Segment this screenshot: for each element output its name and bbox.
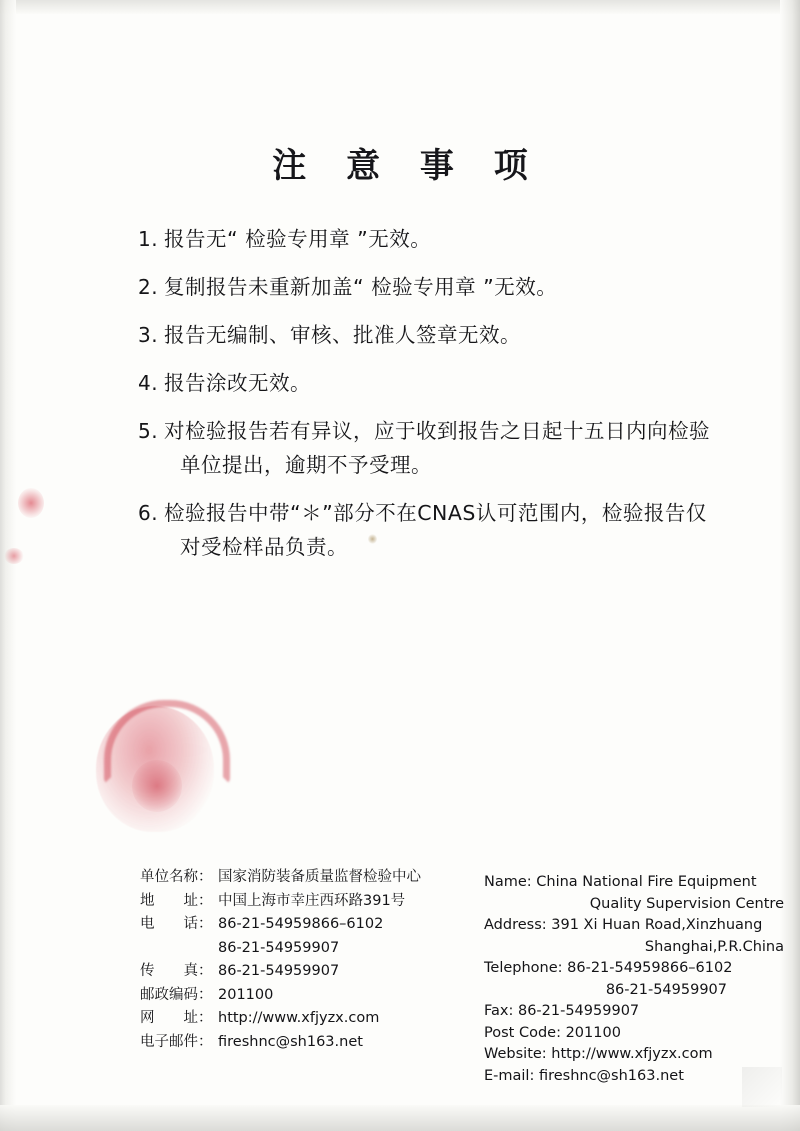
notice-text-line-1: 对检验报告若有异议，应于收到报告之日起十五日内向检验 <box>164 419 710 443</box>
footer <box>0 866 800 1084</box>
red-seal-impression-icon <box>96 706 214 832</box>
footer-row-email <box>140 1031 470 1055</box>
red-seal-arc-icon <box>104 700 230 784</box>
footer-value-telephone-2: 86-21-54959907 <box>218 939 340 956</box>
scan-edge-top <box>0 0 800 14</box>
page-title: 注 意 事 项 <box>272 146 542 186</box>
footer-row-fax <box>140 960 470 984</box>
scan-edge-bottom <box>0 1105 800 1131</box>
footer-value: fireshnc@sh163.net <box>218 1033 363 1050</box>
notice-text-line-1: 检验报告中带“＊”部分不在CNAS认可范围内，检验报告仅 <box>164 501 707 525</box>
notice-text <box>164 414 748 482</box>
footer-label: 邮政编码： <box>140 986 213 1003</box>
notice-item <box>138 222 748 256</box>
notice-item <box>138 270 748 304</box>
footer-row-website <box>140 1007 470 1031</box>
footer-label: 传 真： <box>140 963 213 979</box>
notice-item <box>138 496 748 564</box>
footer-label: 电 话： <box>140 916 213 932</box>
footer-en-name: Name: China National Fire Equipment <box>484 874 757 890</box>
notice-number: 2. <box>138 275 159 299</box>
footer-value: 中国上海市幸庄西环路391号 <box>218 892 406 909</box>
notice-text <box>164 496 748 564</box>
notice-text-line-2: 对受检样品负责。 <box>180 535 348 559</box>
footer-row-postcode <box>140 984 470 1008</box>
footer-value: 86-21-54959866–6102 <box>218 916 384 932</box>
notice-item <box>138 318 748 352</box>
notice-number: 5. <box>138 419 159 443</box>
footer-en-fax: Fax: 86-21-54959907 <box>484 1003 640 1019</box>
footer-value: 86-21-54959907 <box>218 963 340 979</box>
footer-label: 电子邮件： <box>140 1033 213 1050</box>
footer-label: 网 址： <box>140 1010 213 1026</box>
footer-contact-chinese <box>140 866 470 1054</box>
footer-row-address <box>140 890 470 914</box>
footer-en-website: Website: http://www.xfjyzx.com <box>484 1046 713 1062</box>
notice-text: 报告无“ 检验专用章 ”无效。 <box>164 227 432 251</box>
notice-number: 3. <box>138 323 159 347</box>
red-seal-core-icon <box>132 760 182 812</box>
footer-en-name-cont: Quality Supervision Centre <box>589 895 784 912</box>
notice-number: 6. <box>138 501 159 525</box>
notice-text: 报告涂改无效。 <box>164 371 311 395</box>
notice-text: 复制报告未重新加盖“ 检验专用章 ”无效。 <box>164 275 558 299</box>
notice-number: 4. <box>138 371 159 395</box>
notice-text-line-2: 单位提出，逾期不予受理。 <box>180 453 432 477</box>
footer-value: http://www.xfjyzx.com <box>218 1010 380 1026</box>
footer-en-email: E-mail: fireshnc@sh163.net <box>484 1067 684 1084</box>
notice-number: 1. <box>138 227 159 251</box>
footer-value: 国家消防装备质量监督检验中心 <box>218 869 421 885</box>
footer-en-address-cont: Shanghai,P.R.China <box>644 938 784 955</box>
footer-contact-english <box>484 872 784 1087</box>
stamp-smudge-icon <box>18 488 44 518</box>
footer-en-telephone: Telephone: 86-21-54959866–6102 <box>484 960 733 976</box>
notice-item <box>138 414 748 482</box>
footer-label: 单位名称： <box>140 869 213 885</box>
footer-en-address: Address: 391 Xi Huan Road,Xinzhuang <box>484 917 763 933</box>
footer-row-telephone <box>140 913 470 937</box>
notice-text: 报告无编制、审核、批准人签章无效。 <box>164 323 521 347</box>
footer-row-company-name <box>140 866 470 890</box>
footer-en-telephone-cont: 86-21-54959907 <box>605 981 727 998</box>
notice-item <box>138 366 748 400</box>
notice-list <box>138 222 748 578</box>
footer-en-postcode: Post Code: 201100 <box>484 1024 621 1041</box>
footer-label: 地 址： <box>140 892 213 909</box>
footer-value: 201100 <box>218 986 274 1003</box>
